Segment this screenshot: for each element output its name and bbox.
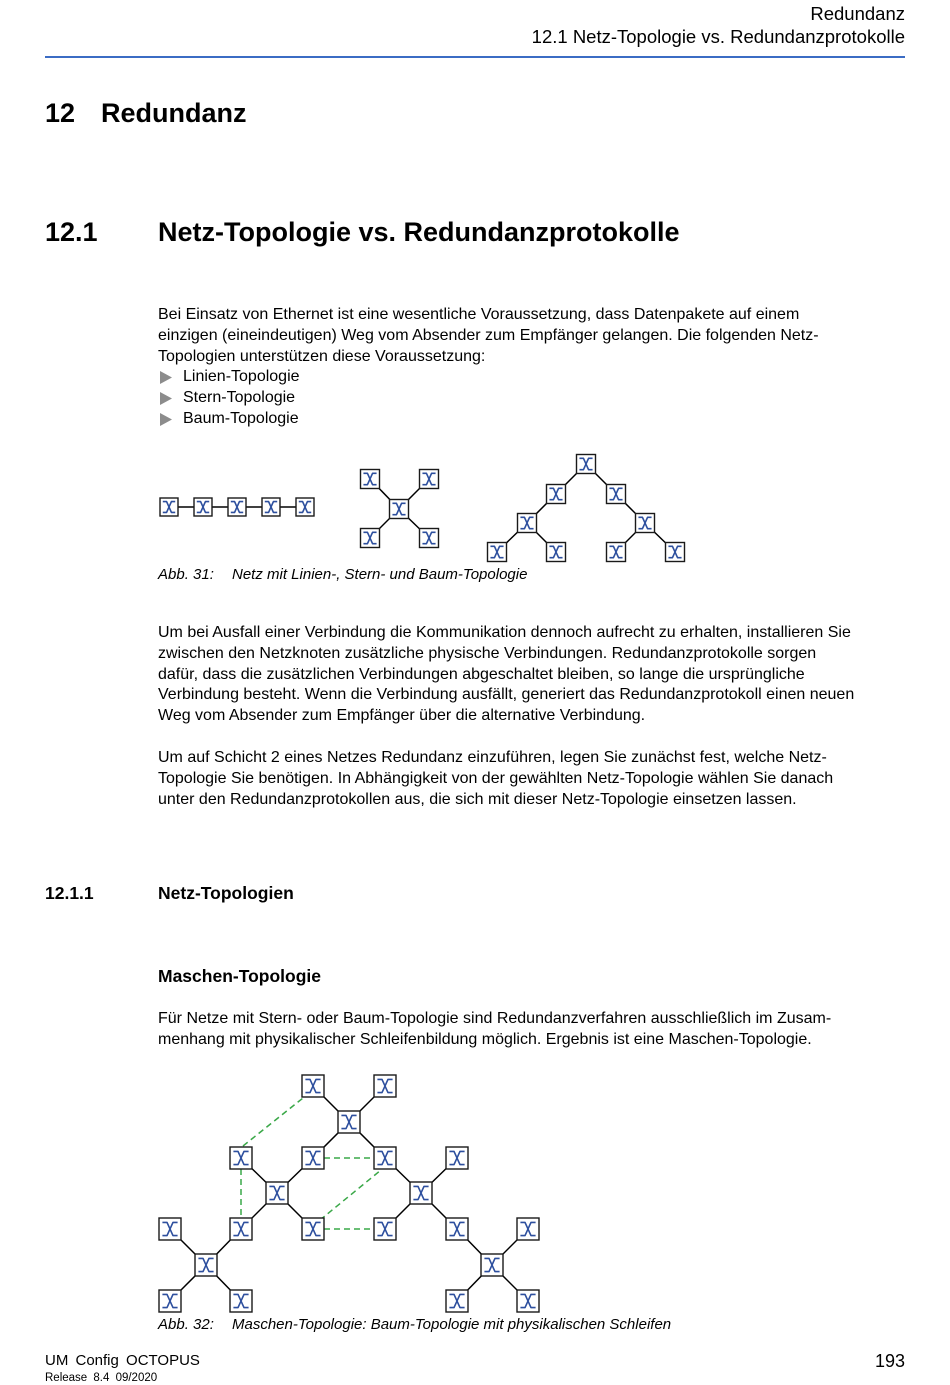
text-line: Bei Einsatz von Ethernet ist eine wesentliche Voraussetzung, dass Datenpakete auf einem — [158, 306, 800, 323]
redundant-link-line — [320, 1170, 381, 1220]
figure-label: Abb. 32: — [158, 1316, 214, 1333]
text-line: Für Netze mit Stern- oder Baum-Topologie sind Redundanzverfahren ausschließlich im Zusam- — [158, 1010, 832, 1027]
switch-icon — [195, 1254, 217, 1276]
switch-icon — [446, 1218, 468, 1240]
switch-icon — [302, 1147, 324, 1169]
switch-icon — [636, 514, 655, 533]
chapter-title: Redundanz — [101, 98, 247, 128]
switch-icon — [228, 498, 246, 516]
switch-icon — [481, 1254, 503, 1276]
switch-icon — [262, 498, 280, 516]
switch-icon — [374, 1075, 396, 1097]
topology-figure — [0, 440, 950, 570]
line-topology-diagram — [160, 498, 314, 516]
switch-icon — [338, 1111, 360, 1133]
bullet-text: Baum-Topologie — [183, 409, 299, 427]
switch-icon — [361, 470, 380, 489]
section-number: 12.1 — [45, 217, 98, 247]
switch-icon — [488, 543, 507, 562]
figure-label: Abb. 31: — [158, 566, 214, 583]
text-line: Verbindung besteht. Wenn die Verbindung ausfällt, generiert das Redundanzprotokoll einen neuen — [158, 686, 855, 704]
text-line: unter den Redundanzprotokollen aus, die sich mit dieser Netz-Topologie einsetzen lassen. — [158, 790, 797, 808]
text-line: dafür, dass die zusätzlichen Verbindungen abgeschaltet bleiben, so lange die ursprüngliche — [158, 665, 805, 683]
triangle-bullet-icon — [160, 413, 173, 426]
switch-icon — [420, 470, 439, 489]
figure-caption: Netz mit Linien-, Stern- und Baum-Topologie — [232, 566, 528, 583]
switch-icon — [194, 498, 212, 516]
bullet-text: Linien-Topologie — [183, 368, 300, 386]
tree-topology-diagram — [488, 455, 685, 562]
switch-icon — [361, 529, 380, 548]
running-header-chapter: Redundanz — [810, 3, 905, 24]
text-line: zwischen den Netzknoten zusätzliche physische Verbindungen. Redundanzprotokolle sorgen — [158, 644, 817, 662]
text-line: Weg vom Absender zum Empfänger über die alternative Verbindung. — [158, 707, 646, 725]
star-topology-diagram — [361, 470, 439, 548]
switch-icon — [547, 543, 566, 562]
footer-product: UM Config OCTOPUS — [45, 1352, 200, 1369]
switch-icon — [266, 1182, 288, 1204]
switch-icon — [517, 1290, 539, 1312]
switch-icon — [296, 498, 314, 516]
body-paragraph — [158, 748, 833, 810]
switch-icon — [390, 500, 409, 519]
switch-icon — [420, 529, 439, 548]
switch-icon — [230, 1290, 252, 1312]
switch-icon — [518, 514, 537, 533]
subsection-title: Netz-Topologien — [158, 883, 294, 903]
body-paragraph — [158, 623, 854, 727]
bullet-item — [158, 388, 819, 409]
switch-icon — [446, 1290, 468, 1312]
switch-nodes — [159, 1075, 539, 1312]
switch-icon — [159, 1218, 181, 1240]
triangle-bullet-icon — [160, 392, 173, 405]
switch-icon — [517, 1218, 539, 1240]
running-header-section: 12.1 Netz-Topologie vs. Redundanzprotokolle — [531, 26, 905, 47]
switch-icon — [607, 543, 626, 562]
switch-icon — [374, 1147, 396, 1169]
switch-icon — [374, 1218, 396, 1240]
switch-icon — [410, 1182, 432, 1204]
bullet-item — [158, 409, 819, 430]
switch-icon — [577, 455, 596, 474]
mesh-topology-diagram — [0, 1060, 950, 1315]
header-rule — [45, 56, 905, 58]
mesh-paragraph — [158, 1009, 831, 1051]
redundant-link-line — [243, 1098, 303, 1146]
page-number: 193 — [874, 1351, 905, 1371]
subsection-number: 12.1.1 — [45, 883, 94, 903]
figure-caption: Maschen-Topologie: Baum-Topologie mit physikalischen Schleifen — [232, 1316, 672, 1333]
text-line: einzigen (eineindeutigen) Weg vom Absender zum Empfänger gelangen. Die folgenden Netz- — [158, 326, 819, 344]
switch-icon — [666, 543, 685, 562]
section-title: Netz-Topologie vs. Redundanzprotokolle — [158, 217, 680, 247]
switch-icon — [230, 1218, 252, 1240]
chapter-number: 12 — [45, 98, 76, 128]
intro-paragraph — [158, 305, 819, 430]
switch-icon — [159, 1290, 181, 1312]
footer-release: Release 8.4 09/2020 — [45, 1372, 158, 1384]
bullet-item — [158, 367, 819, 388]
switch-icon — [607, 485, 626, 504]
switch-icon — [230, 1147, 252, 1169]
text-line: Topologien unterstützen diese Voraussetzung: — [158, 347, 486, 365]
switch-icon — [302, 1075, 324, 1097]
mesh-heading: Maschen-Topologie — [158, 966, 322, 986]
triangle-bullet-icon — [160, 371, 173, 384]
switch-icon — [302, 1218, 324, 1240]
switch-icon — [446, 1147, 468, 1169]
switch-icon — [160, 498, 178, 516]
text-line: Topologie Sie benötigen. In Abhängigkeit von der gewählten Netz-Topologie wählen Sie danach — [158, 769, 834, 787]
bullet-text: Stern-Topologie — [183, 389, 296, 407]
switch-icon — [547, 485, 566, 504]
text-line: Um auf Schicht 2 eines Netzes Redundanz einzuführen, legen Sie zunächst fest, welche Netz- — [158, 749, 827, 766]
text-line: Um bei Ausfall einer Verbindung die Kommunikation dennoch aufrecht zu erhalten, installieren Sie — [158, 624, 851, 641]
text-line: menhang mit physikalischer Schleifenbildung möglich. Ergebnis ist eine Maschen-Topologie. — [158, 1030, 812, 1048]
